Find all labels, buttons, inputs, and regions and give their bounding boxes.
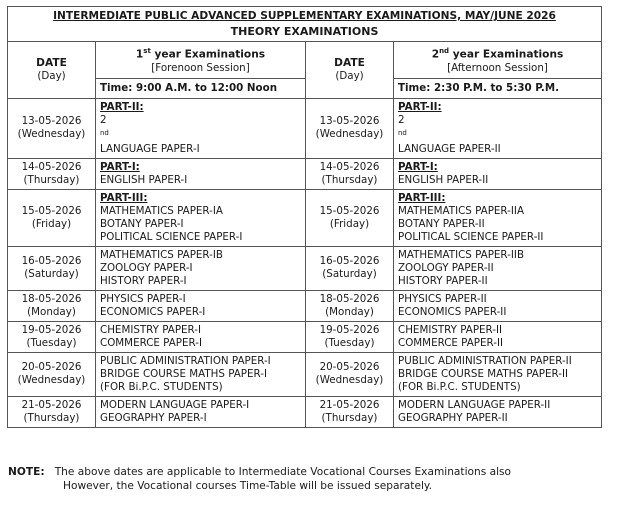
subject-paper: ENGLISH PAPER-II [398,173,489,186]
subject-paper: BOTANY PAPER-I [100,217,184,230]
subjects-cell-first [96,189,306,246]
exam-day: (Monday) [325,305,374,318]
part-label: PART-I: [398,160,438,173]
subject-paper: 2 $^{nd}$ LANGUAGE PAPER-II [398,113,501,155]
subject-paper: BRIDGE COURSE MATHS PAPER-I [100,367,268,380]
part-label: PART-I: [100,160,140,173]
exam-date: 20-05-2026 [21,361,82,374]
subjects-cell-first [96,352,306,396]
date-cell-second [306,290,394,321]
document-subtitle: THEORY EXAMINATIONS [230,25,379,38]
subject-paper: HISTORY PAPER-I [100,274,187,287]
date-cell-first [8,321,96,352]
footnote [8,465,643,493]
date-cell-second [306,396,394,427]
subject-paper: MATHEMATICS PAPER-IIB [398,248,525,261]
exam-date: 21-05-2026 [21,398,82,411]
exam-date: 13-05-2026 [21,115,82,128]
subject-paper: ZOOLOGY PAPER-II [398,261,494,274]
exam-date: 20-05-2026 [319,361,380,374]
subject-paper: MATHEMATICS PAPER-IA [100,204,223,217]
exam-date: 21-05-2026 [319,398,380,411]
table-row [8,98,602,158]
subjects-cell-first [96,98,306,158]
exam-date: 14-05-2026 [319,160,380,173]
subjects-cell-second [394,290,602,321]
subjects-cell-second [394,98,602,158]
subject-paper: MODERN LANGUAGE PAPER-I [100,398,250,411]
subject-paper: ECONOMICS PAPER-II [398,305,507,318]
subjects-cell-first [96,290,306,321]
exam-date: 18-05-2026 [21,292,82,305]
exam-day: (Wednesday) [17,128,86,141]
exam-day: (Thursday) [321,411,378,424]
subject-paper: MODERN LANGUAGE PAPER-II [398,398,551,411]
date-cell-first [8,352,96,396]
exam-date: 19-05-2026 [319,323,380,336]
subject-paper: CHEMISTRY PAPER-I [100,323,202,336]
date-header-second: DATE (Day) [306,42,394,99]
subjects-cell-second [394,352,602,396]
exam-day: (Wednesday) [17,374,86,387]
date-cell-second [306,321,394,352]
part-label: PART-III: [398,191,446,204]
exam-day: (Saturday) [24,268,79,281]
exam-day: (Saturday) [322,268,377,281]
subject-paper: PHYSICS PAPER-I [100,292,186,305]
subject-paper: PUBLIC ADMINISTRATION PAPER-II [398,354,572,367]
table-row [8,352,602,396]
date-cell-first [8,98,96,158]
subject-paper: POLITICAL SCIENCE PAPER-II [398,230,544,243]
subject-paper: MATHEMATICS PAPER-IB [100,248,223,261]
second-year-header: 2nd year Examinations [Afternoon Session] [394,42,602,79]
date-cell-second [306,158,394,189]
exam-day: (Friday) [329,217,370,230]
subject-paper: GEOGRAPHY PAPER-II [398,411,508,424]
date-cell-first [8,290,96,321]
subjects-cell-second [394,321,602,352]
subject-paper: PUBLIC ADMINISTRATION PAPER-I [100,354,271,367]
exam-date: 18-05-2026 [319,292,380,305]
timetable-sheet [7,6,601,428]
exam-date: 15-05-2026 [21,204,82,217]
subject-paper: 2 $^{nd}$ LANGUAGE PAPER-I [100,113,200,155]
subject-paper: COMMERCE PAPER-II [398,336,504,349]
subject-paper: POLITICAL SCIENCE PAPER-I [100,230,243,243]
subject-paper: GEOGRAPHY PAPER-I [100,411,207,424]
subject-paper: ECONOMICS PAPER-I [100,305,206,318]
exam-date: 13-05-2026 [319,115,380,128]
exam-day: (Tuesday) [324,336,375,349]
first-year-header: 1st year Examinations [Forenoon Session] [96,42,306,79]
subject-paper: ZOOLOGY PAPER-I [100,261,193,274]
subjects-cell-first [96,158,306,189]
first-year-time: Time: 9:00 A.M. to 12:00 Noon [96,78,306,98]
subject-paper: ENGLISH PAPER-I [100,173,188,186]
forenoon-session-label: [Forenoon Session] [151,61,250,74]
exam-day: (Thursday) [23,173,80,186]
table-row [8,158,602,189]
subjects-cell-second [394,396,602,427]
exam-date: 15-05-2026 [319,204,380,217]
exam-date: 19-05-2026 [21,323,82,336]
subject-paper: CHEMISTRY PAPER-II [398,323,503,336]
exam-date: 14-05-2026 [21,160,82,173]
exam-day: (Thursday) [321,173,378,186]
subject-paper: COMMERCE PAPER-I [100,336,202,349]
subjects-cell-first [96,321,306,352]
document-title: INTERMEDIATE PUBLIC ADVANCED SUPPLEMENTARY EXAMINATIONS, MAY/JUNE 2026 [53,10,556,22]
date-cell-first [8,158,96,189]
subject-paper: MATHEMATICS PAPER-IIA [398,204,525,217]
date-cell-second [306,189,394,246]
exam-day: (Monday) [27,305,76,318]
part-label: PART-III: [100,191,148,204]
date-cell-second [306,352,394,396]
table-row [8,189,602,246]
subjects-cell-second [394,189,602,246]
afternoon-session-label: [Afternoon Session] [447,61,548,74]
subject-paper: (FOR Bi.P.C. STUDENTS) [100,380,223,393]
subjects-cell-second [394,158,602,189]
subject-paper: PHYSICS PAPER-II [398,292,487,305]
exam-date: 16-05-2026 [21,255,82,268]
exam-day: (Wednesday) [315,128,384,141]
exam-day: (Friday) [31,217,72,230]
note-line-2: However, the Vocational courses Time-Table will be issued separately. [63,480,433,492]
part-label: PART-II: [398,100,442,113]
exam-day: (Tuesday) [26,336,77,349]
exam-timetable [7,6,602,428]
subject-paper: (FOR Bi.P.C. STUDENTS) [398,380,521,393]
subject-paper: BRIDGE COURSE MATHS PAPER-II [398,367,569,380]
table-row [8,246,602,290]
subjects-cell-first [96,246,306,290]
table-row [8,290,602,321]
exam-date: 16-05-2026 [319,255,380,268]
date-cell-second [306,246,394,290]
date-cell-second [306,98,394,158]
table-row [8,321,602,352]
subjects-cell-second [394,246,602,290]
note-line-1: The above dates are applicable to Intermediate Vocational Courses Examinations also [54,466,512,478]
subjects-cell-first [96,396,306,427]
part-label: PART-II: [100,100,144,113]
title-cell [8,7,602,42]
date-header-first: DATE (Day) [8,42,96,99]
note-label: NOTE: [8,466,45,478]
table-row [8,396,602,427]
subject-paper: HISTORY PAPER-II [398,274,488,287]
date-cell-first [8,396,96,427]
subject-paper: BOTANY PAPER-II [398,217,485,230]
date-cell-first [8,246,96,290]
date-cell-first [8,189,96,246]
exam-day: (Thursday) [23,411,80,424]
exam-day: (Wednesday) [315,374,384,387]
second-year-time: Time: 2:30 P.M. to 5:30 P.M. [394,78,602,98]
